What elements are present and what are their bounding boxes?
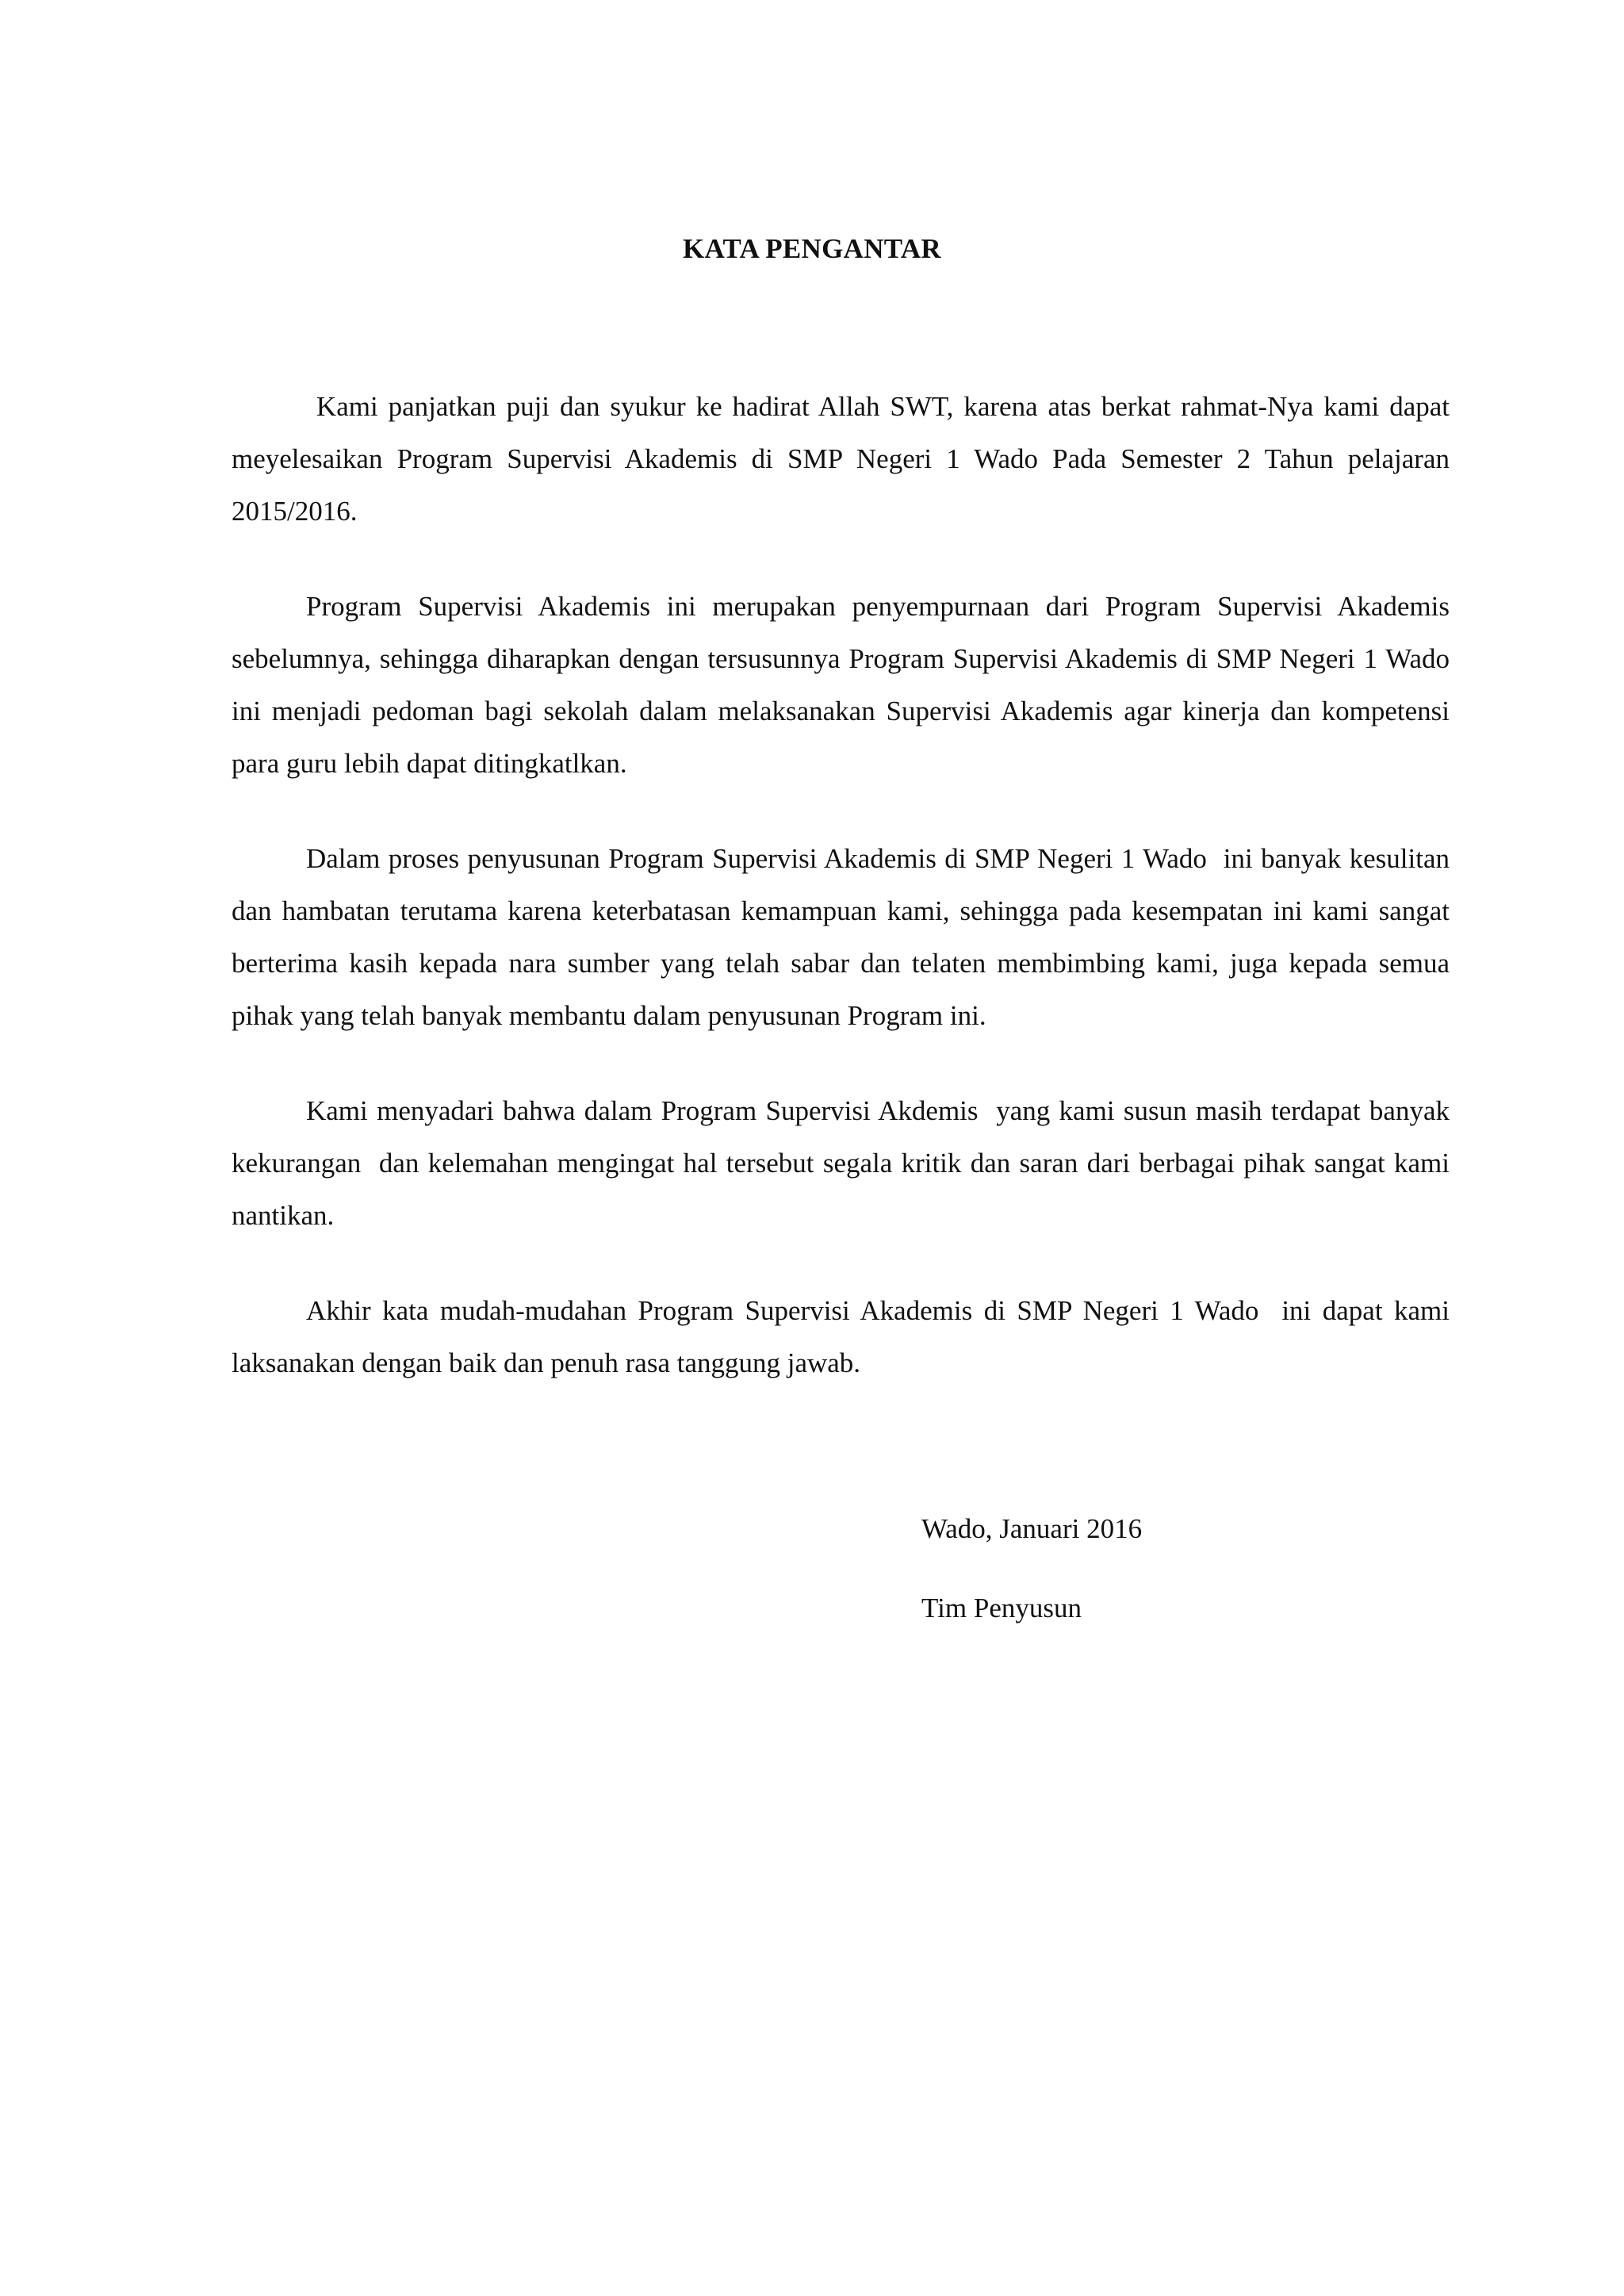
body-text bbox=[232, 381, 1464, 1432]
paragraph-opening: Kami panjatkan puji dan syukur ke hadirat Allah SWT, karena atas berkat rahmat-Nya kami dapat meyelesaikan Program Supervisi Akademis di SMP Negeri 1 Wado Pada Semester 2 Tahun pelajaran 2015/2016. bbox=[232, 391, 1457, 527]
place-date: Wado, Januari 2016 bbox=[921, 1513, 1143, 1544]
paragraph-closing: Akhir kata mudah-mudahan Program Supervisi Akademis di SMP Negeri 1 Wado ini dapat kami laksanakan dengan baik dan penuh rasa tanggung jawab. bbox=[232, 1295, 1457, 1378]
page-title: KATA PENGANTAR bbox=[682, 233, 942, 264]
paragraph-purpose: Program Supervisi Akademis ini merupakan penyempurnaan dari Program Supervisi Akademis sebelumnya, sehingga diharapkan dengan tersusunnya Program Supervisi Akademis di SMP Negeri 1 Wado ini menjadi pedoman bagi sekolah dalam melaksanakan Supervisi Akademis agar kinerja dan kompetensi para guru lebih dapat ditingkatlkan. bbox=[232, 591, 1464, 779]
paragraph-shortcomings: Kami menyadari bahwa dalam Program Supervisi Akdemis yang kami susun masih terdapat banyak kekurangan dan kelemahan mengingat hal tersebut segala kritik dan saran dari berbagai pihak sangat kami nantikan. bbox=[232, 1095, 1457, 1231]
signature-block bbox=[921, 1512, 1142, 1670]
paragraph-acknowledgement: Dalam proses penyusunan Program Supervisi Akademis di SMP Negeri 1 Wado ini banyak kesulitan dan hambatan terutama karena keterbatasan kemampuan kami, sehingga pada kesempatan ini kami sangat berterima kasih kepada nara sumber yang telah sabar dan telaten membimbing kami, juga kepada semua pihak yang telah banyak membantu dalam penyusunan Program ini. bbox=[232, 843, 1457, 1031]
signatory: Tim Penyusun bbox=[921, 1593, 1082, 1623]
